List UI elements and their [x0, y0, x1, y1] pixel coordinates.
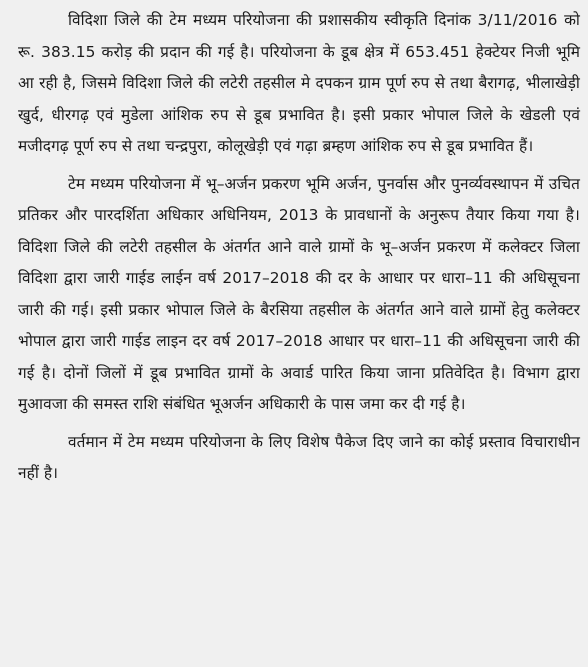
paragraph-land-acquisition: टेम मध्यम परियोजना में भू–अर्जन प्रकरण भूमि अर्जन, पुनर्वास और पुनर्व्यवस्थापन में उचित प्रतिकर और पारदर्शिता अधिकार अधिनियम, 2013 के प्रावधानों के अनुरूप तैयार किया गया है। विदिशा जिले की लटेरी तहसील के अंतर्गत आने वाले ग्रामों के भू–अर्जन प्रकरण में कलेक्टर जिला विदिशा द्वारा जारी गाईड लाईन वर्ष 2017–2018 की दर के आधार पर धारा–11 की अधिसूचना जारी की गई। इसी प्रकार भोपाल जिले के बैरसिया तहसील के अंतर्गत आने वाले ग्रामों हेतु कलेक्टर भोपाल द्वारा जारी गाईड लाइन दर वर्ष 2017–2018 आधार पर धारा–11 की अधिसूचना जारी की गई है। दोनों जिलों में डूब प्रभावित ग्रामों के अवार्ड पारित किया जाना प्रतिवेदित है। विभाग द्वारा मुआवजा की समस्त राशि संबंधित भूअर्जन अधिकारी के पास जमा कर दी गई है। [18, 174, 580, 413]
paragraph-special-package: वर्तमान में टेम मध्यम परियोजना के लिए विशेष पैकेज दिए जाने का कोई प्रस्ताव विचाराधीन नहीं है। [18, 432, 580, 482]
paragraph-project-approval: विदिशा जिले की टेम मध्यम परियोजना की प्रशासकीय स्वीकृति दिनांक 3/11/2016 को रू. 383.15 करोड़ की प्रदान की गई है। परियोजना के डूब क्षेत्र में 653.451 हेक्टेयर निजी भूमि आ रही है, जिसमे विदिशा जिले की लटेरी तहसील मे दपकन ग्राम पूर्ण रुप से तथा बैरागढ़, भीलाखेड़ी खुर्द, धीरगढ़ एवं मुडेला आंशिक रुप से डूब प्रभावित है। इसी प्रकार भोपाल जिले के खेडली एवं मजीदगढ़ पूर्ण रुप से तथा चन्द्रपुरा, कोलूखेड़ी एवं गढ़ा ब्रम्हण आंशिक रुप से डूब प्रभावित हैं। [18, 11, 580, 155]
